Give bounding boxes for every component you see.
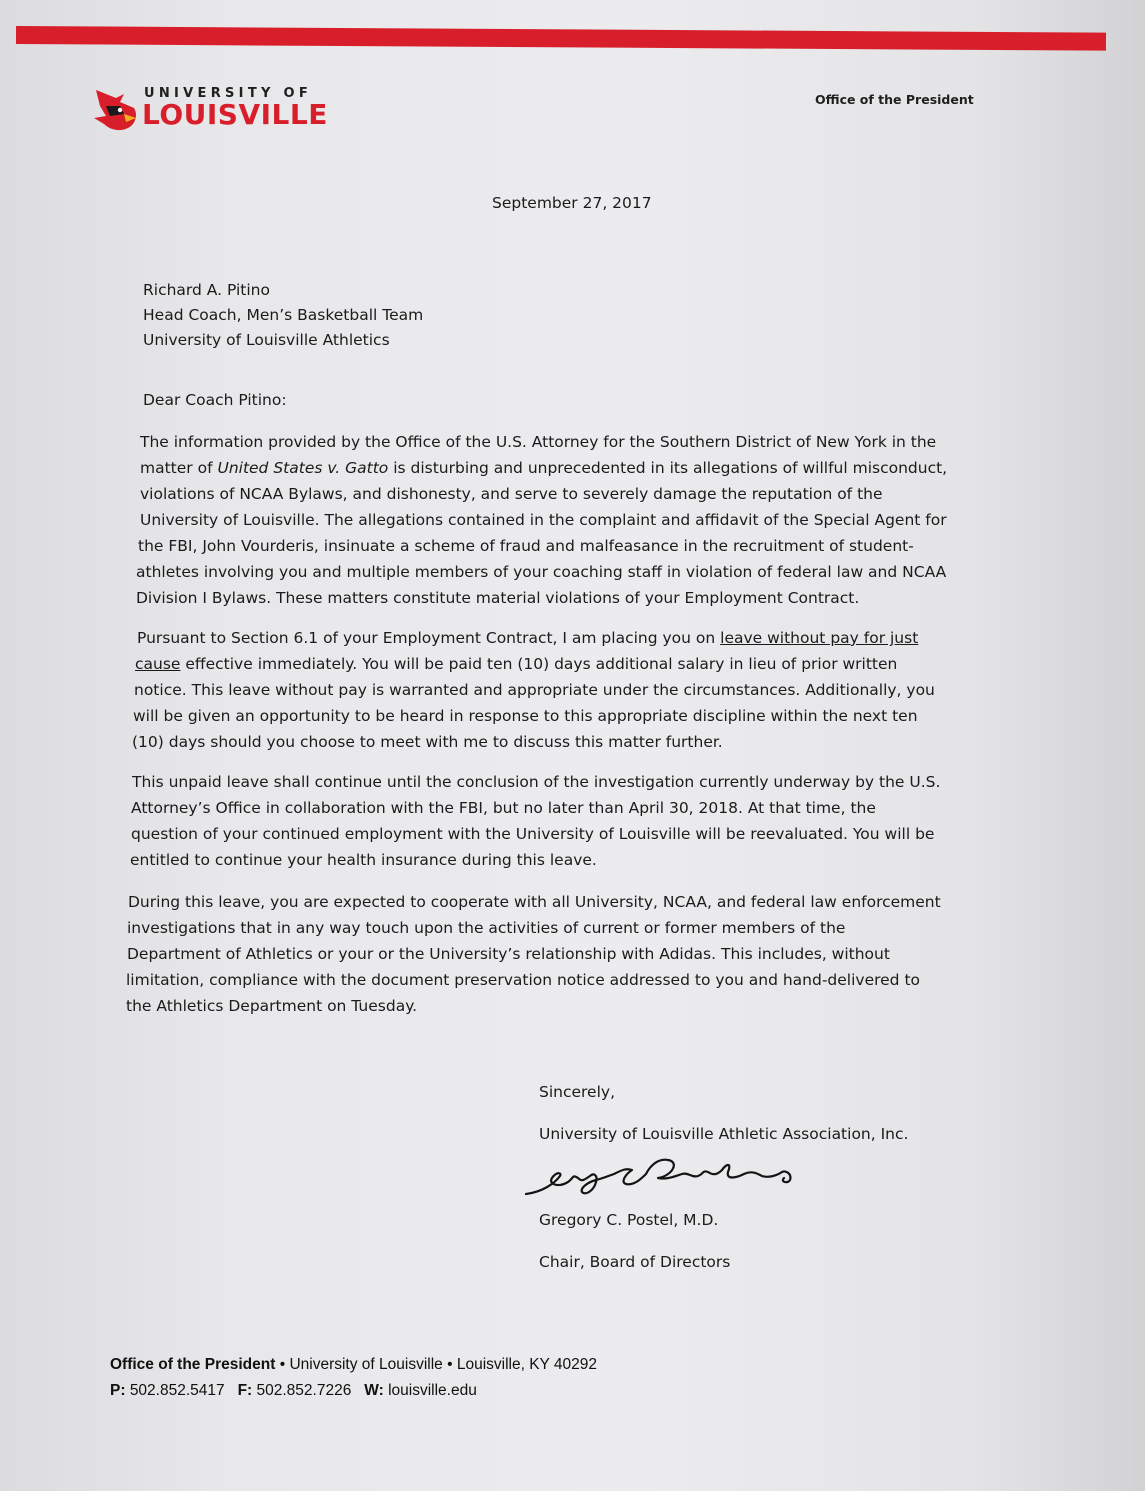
footer-fax: 502.852.7226 [256, 1382, 352, 1399]
letterhead-red-bar [16, 26, 1106, 51]
paragraph-line: University of Louisville. The allegations contained in the complaint and affidavit of the Special Agent for [140, 511, 947, 529]
paragraph-line: The information provided by the Office of the U.S. Attorney for the Southern District of New York in the [140, 433, 937, 451]
paragraph-line: matter of United States v. Gatto is disturbing and unprecedented in its allegations of willful misconduct, [140, 459, 948, 477]
cardinal-bird-icon [90, 84, 142, 136]
paragraph-line: athletes involving you and multiple members of your coaching staff in violation of federal law and NCAA [136, 563, 947, 581]
footer-fax-label: F: [237, 1382, 253, 1399]
footer-line-1 [110, 1352, 597, 1378]
paragraph-line: cause effective immediately. You will be paid ten (10) days additional salary in lieu of prior written [135, 655, 898, 673]
university-logo [90, 84, 360, 144]
logo-university-of: UNIVERSITY OF [144, 86, 313, 101]
paragraph-line: Attorney’s Office in collaboration with the FBI, but no later than April 30, 2018. At that time, the [131, 799, 876, 817]
footer-separator: • [447, 1356, 453, 1373]
paragraph-line: (10) days should you choose to meet with me to discuss this matter further. [132, 733, 723, 751]
footer-location: Louisville, KY 40292 [456, 1356, 598, 1373]
recipient-title: Head Coach, Men’s Basketball Team [143, 306, 424, 324]
footer-phone-label: P: [110, 1382, 126, 1399]
footer-web-label: W: [364, 1382, 384, 1399]
paragraph-line: will be given an opportunity to be heard in response to this appropriate discipline within the next ten [133, 707, 918, 725]
paragraph-line: Department of Athletics or your or the University’s relationship with Adidas. This includes, without [127, 945, 890, 963]
paragraph-line: During this leave, you are expected to cooperate with all University, NCAA, and federal law enforcement [128, 893, 941, 911]
paragraph-line: limitation, compliance with the document preservation notice addressed to you and hand-delivered to [126, 971, 921, 989]
logo-louisville: LOUISVILLE [142, 98, 328, 131]
paragraph-line: This unpaid leave shall continue until the conclusion of the investigation currently underway by the U.S. [132, 773, 941, 791]
paragraph-line: the FBI, John Vourderis, insinuate a scheme of fraud and malfeasance in the recruitment of student- [138, 537, 914, 555]
salutation: Dear Coach Pitino: [143, 391, 287, 409]
paragraph-line: notice. This leave without pay is warranted and appropriate under the circumstances. Additionally, you [134, 681, 935, 699]
footer-university: University of Louisville [289, 1356, 443, 1373]
paragraph-line: violations of NCAA Bylaws, and dishonesty, and serve to severely damage the reputation of the [140, 485, 883, 503]
paragraph-line: entitled to continue your health insurance during this leave. [130, 851, 597, 869]
office-header: Office of the President [815, 92, 974, 107]
recipient-org: University of Louisville Athletics [143, 331, 390, 349]
signer-name: Gregory C. Postel, M.D. [539, 1211, 719, 1229]
paragraph-line: Pursuant to Section 6.1 of your Employment Contract, I am placing you on leave without pay for just [137, 629, 919, 647]
closing-org: University of Louisville Athletic Association, Inc. [539, 1125, 909, 1143]
letter-date: September 27, 2017 [492, 194, 652, 212]
signer-title: Chair, Board of Directors [539, 1253, 731, 1271]
valediction: Sincerely, [539, 1083, 616, 1101]
recipient-name: Richard A. Pitino [143, 281, 270, 299]
paragraph-line: the Athletics Department on Tuesday. [126, 997, 418, 1015]
footer-separator: • [279, 1356, 286, 1373]
paragraph-line: Division I Bylaws. These matters constitute material violations of your Employment Contract. [136, 589, 860, 607]
paragraph-line: question of your continued employment with the University of Louisville will be reevaluated. You will be [131, 825, 935, 843]
footer-phone: 502.852.5417 [129, 1382, 225, 1399]
footer-office: Office of the President [110, 1356, 276, 1373]
footer-web: louisville.edu [388, 1382, 477, 1399]
footer-line-2 [110, 1378, 597, 1404]
paragraph-line: investigations that in any way touch upon the activities of current or former members of the [127, 919, 846, 937]
handwritten-signature [522, 1152, 812, 1202]
letterhead-footer [110, 1352, 597, 1404]
